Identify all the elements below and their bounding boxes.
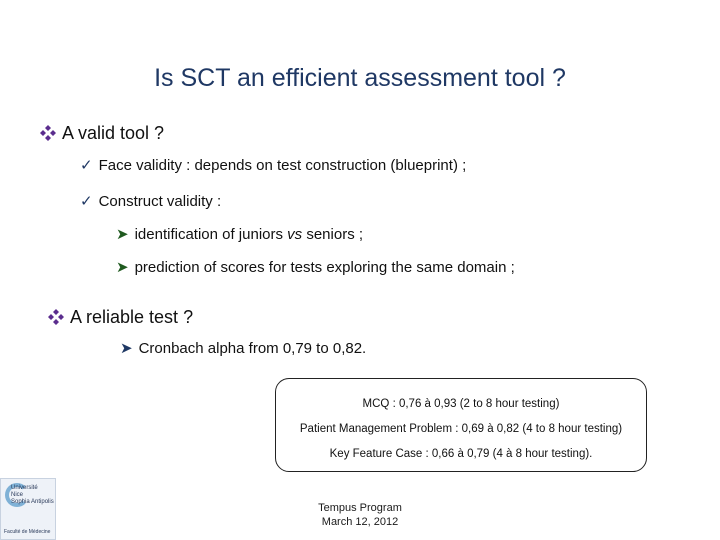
- slide-title: Is SCT an efficient assessment tool ?: [154, 64, 566, 92]
- four-diamond-icon: [40, 125, 56, 141]
- footer-date: March 12, 2012: [321, 516, 399, 528]
- reliability-comparison-box: [275, 378, 647, 472]
- sub-item-label: prediction of scores for tests exploring the same domain ;: [134, 259, 515, 276]
- box-line-mcq: MCQ : 0,76 à 0,93 (2 to 8 hour testing): [362, 398, 560, 410]
- section-heading-valid: [40, 123, 164, 144]
- footer-program: Tempus Program: [318, 502, 402, 514]
- checkmark-icon: ✓: [80, 193, 93, 210]
- logo-text-line: Université: [11, 485, 38, 491]
- box-line-pmp: Patient Management Problem : 0,69 à 0,82 (4 to 8 hour testing): [299, 423, 623, 435]
- sub-item-label: Cronbach alpha from 0,79 to 0,82.: [138, 340, 367, 357]
- box-line-kfc: Key Feature Case : 0,66 à 0,79 (4 à 8 hour testing).: [329, 448, 593, 460]
- arrowhead-icon: ➤: [116, 259, 129, 276]
- sub-item-prediction: [116, 258, 515, 276]
- logo-text-line: Nice: [11, 492, 24, 498]
- list-item-label: Face validity : depends on test construction (blueprint) ;: [98, 157, 467, 174]
- list-item-construct-validity: [80, 192, 221, 210]
- sub-item-italic: vs: [287, 226, 303, 243]
- sub-item-cronbach: [120, 339, 366, 357]
- four-diamond-icon: [48, 309, 64, 325]
- list-item-face-validity: [80, 156, 466, 174]
- section-heading-label: A reliable test ?: [70, 307, 194, 327]
- footer: [300, 501, 420, 529]
- sub-item-label: seniors ;: [302, 226, 364, 243]
- section-heading-label: A valid tool ?: [62, 123, 165, 143]
- logo-faculty: Faculté de Médecine: [4, 529, 51, 535]
- checkmark-icon: ✓: [80, 157, 93, 174]
- arrowhead-icon: ➤: [116, 226, 129, 243]
- sub-item-juniors-seniors: [116, 225, 363, 243]
- logo-text-line: Sophia Antipolis: [11, 499, 54, 505]
- logo-text: [11, 485, 54, 506]
- sub-item-label: identification of juniors: [134, 226, 288, 243]
- section-heading-reliable: [48, 307, 193, 328]
- list-item-label: Construct validity :: [98, 193, 222, 210]
- arrowhead-icon: ➤: [120, 340, 133, 357]
- university-logo: [0, 478, 56, 540]
